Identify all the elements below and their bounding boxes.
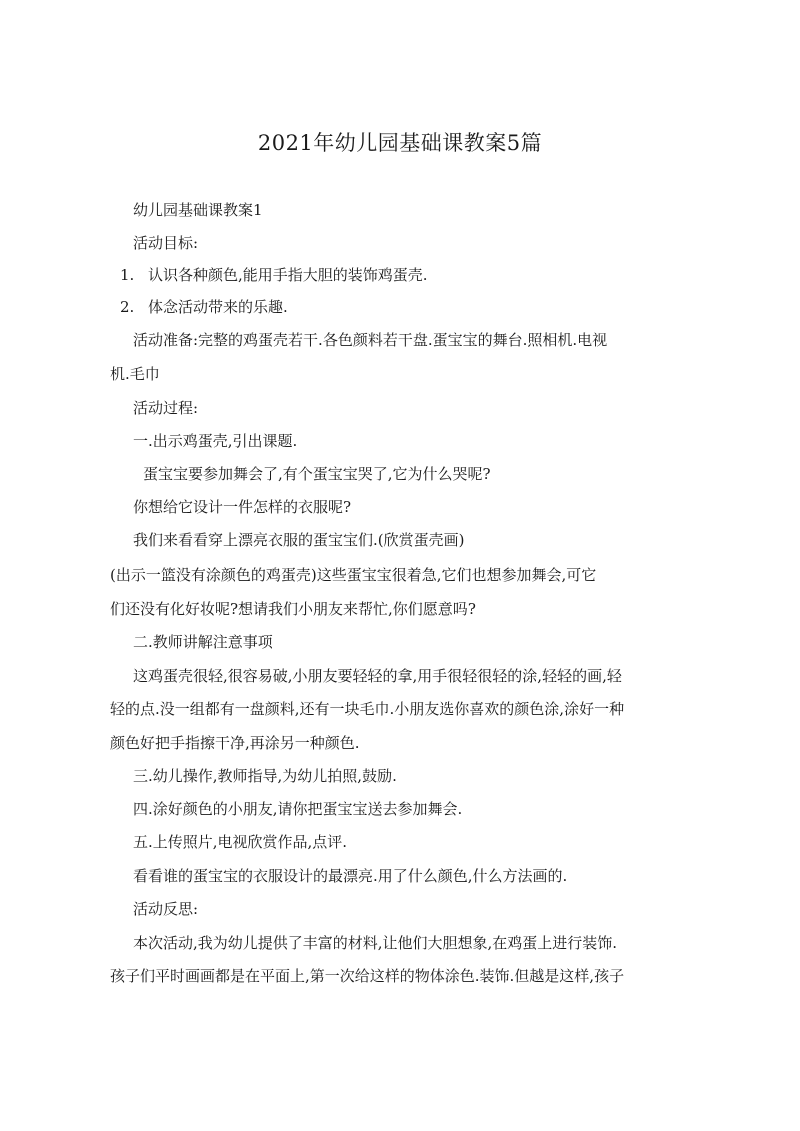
list-number: 1. — [120, 266, 135, 284]
section-heading: 幼儿园基础课教案1 — [133, 201, 263, 219]
list-item — [120, 265, 428, 285]
document-title: 2021年幼儿园基础课教案5篇 — [257, 131, 543, 155]
paragraph-line: 活动目标: — [133, 234, 199, 252]
paragraph-line: 颜色好把手指擦干净,再涂另一种颜色. — [110, 734, 360, 752]
paragraph-line: 本次活动,我为幼儿提供了丰富的材料,让他们大胆想象,在鸡蛋上进行装饰. — [133, 934, 618, 952]
list-number: 2. — [120, 298, 135, 316]
paragraph-line: 活动准备:完整的鸡蛋壳若干.各色颜料若干盘.蛋宝宝的舞台.照相机.电视 — [133, 331, 608, 349]
paragraph-line: 你想给它设计一件怎样的衣服呢? — [133, 498, 352, 516]
paragraph-line: 五.上传照片,电视欣赏作品,点评. — [133, 833, 348, 851]
paragraph-line: (出示一篮没有涂颜色的鸡蛋壳)这些蛋宝宝很着急,它们也想参加舞会,可它 — [110, 566, 597, 584]
paragraph-line: 们还没有化好妆呢?想请我们小朋友来帮忙,你们愿意吗? — [110, 600, 476, 618]
list-item — [120, 297, 288, 317]
paragraph-line: 机.毛巾 — [110, 365, 160, 383]
list-item-text: 认识各种颜色,能用手指大胆的装饰鸡蛋壳. — [148, 266, 428, 284]
list-item-text: 体念活动带来的乐趣. — [148, 298, 288, 316]
paragraph-line: 蛋宝宝要参加舞会了,有个蛋宝宝哭了,它为什么哭呢? — [143, 465, 491, 483]
paragraph-line: 孩子们平时画画都是在平面上,第一次给这样的物体涂色.装饰.但越是这样,孩子 — [110, 967, 625, 985]
paragraph-line: 活动过程: — [133, 399, 199, 417]
paragraph-line: 三.幼儿操作,教师指导,为幼儿拍照,鼓励. — [133, 767, 397, 785]
paragraph-line: 看看谁的蛋宝宝的衣服设计的最漂亮.用了什么颜色,什么方法画的. — [133, 867, 568, 885]
paragraph-line: 一.出示鸡蛋壳,引出课题. — [133, 432, 298, 450]
paragraph-line: 这鸡蛋壳很轻,很容易破,小朋友要轻轻的拿,用手很轻很轻的涂,轻轻的画,轻 — [133, 667, 622, 685]
paragraph-line: 四.涂好颜色的小朋友,请你把蛋宝宝送去参加舞会. — [133, 800, 463, 818]
paragraph-line: 我们来看看穿上漂亮衣服的蛋宝宝们.(欣赏蛋壳画) — [133, 531, 465, 549]
paragraph-line: 活动反思: — [133, 900, 199, 918]
paragraph-line: 二.教师讲解注意事项 — [133, 633, 273, 651]
paragraph-line: 轻的点.没一组都有一盘颜料,还有一块毛巾.小朋友选你喜欢的颜色涂,涂好一种 — [110, 700, 625, 718]
